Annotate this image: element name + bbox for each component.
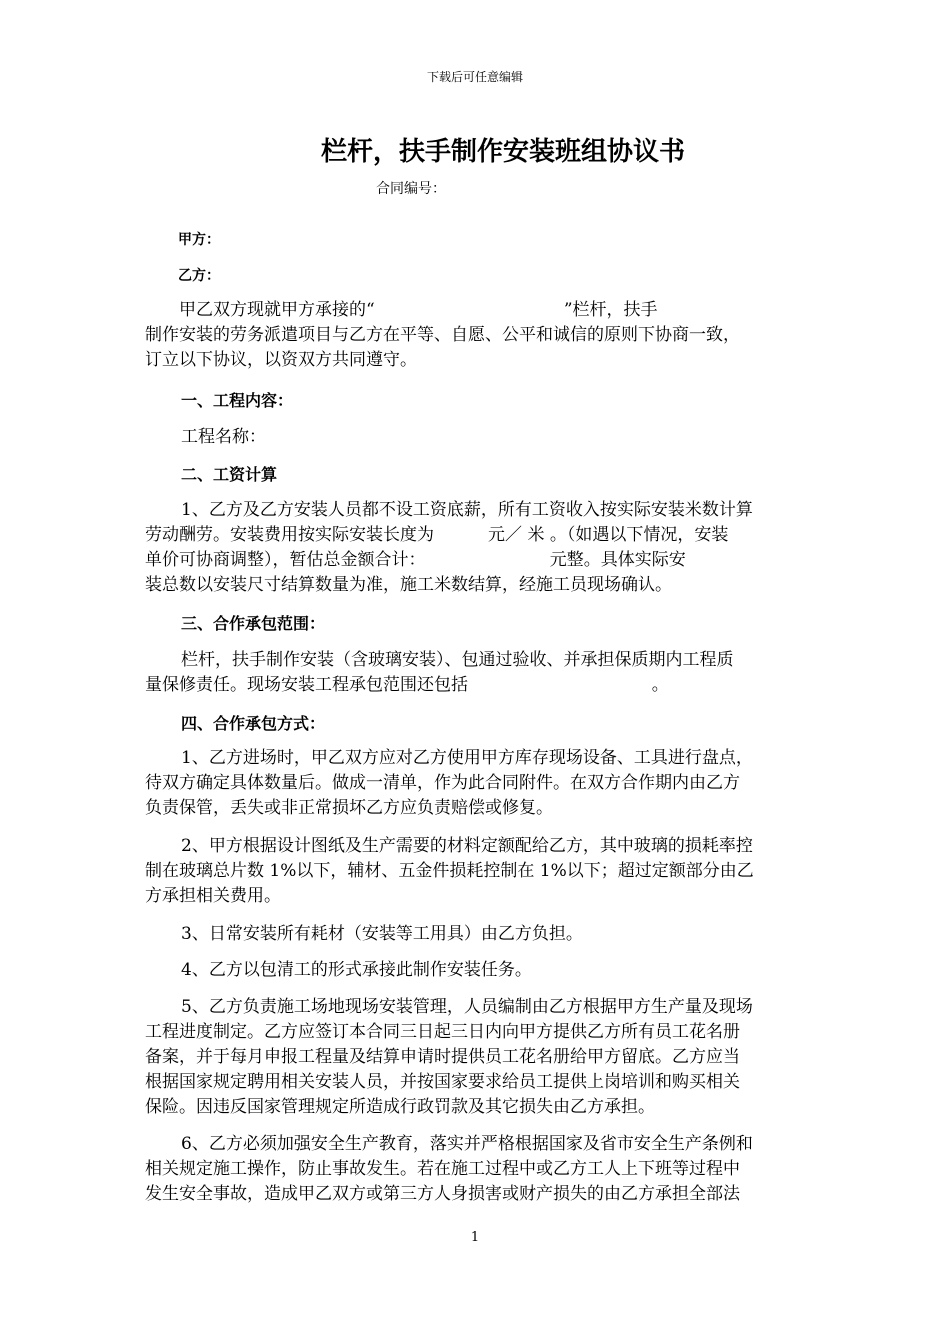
section-4-paragraph-1 xyxy=(145,746,825,821)
intro-line-2: 制作安装的劳务派遣项目与乙方在平等、自愿、公平和诚信的原则下协商一致， xyxy=(145,325,740,345)
s4-p2-line-1: 2、甲方根据设计图纸及生产需要的材料定额配给乙方，其中玻璃的损耗率控 xyxy=(181,836,753,856)
intro-line-3: 订立以下协议，以资双方共同遵守。 xyxy=(145,350,417,370)
s3-p1-line-1: 栏杆，扶手制作安装（含玻璃安装）、包通过验收、并承担保质期内工程质 xyxy=(181,650,734,670)
s2-p1-line-4: 装总数以安装尺寸结算数量为准，施工米数结算，经施工员现场确认。 xyxy=(145,575,672,595)
s4-p1-line-3: 负责保管，丢失或非正常损坏乙方应负责赔偿或修复。 xyxy=(145,798,553,818)
intro-line-1: 甲乙双方现就甲方承接的“ ”栏杆，扶手 xyxy=(179,300,658,320)
section-4 xyxy=(145,711,825,736)
s4-p3-line-1: 3、日常安装所有耗材（安装等工用具）由乙方负担。 xyxy=(181,924,583,944)
s4-p2-line-3: 方承担相关费用。 xyxy=(145,886,281,906)
s4-p6-line-2: 相关规定施工操作，防止事故发生。若在施工过程中或乙方工人上下班等过程中 xyxy=(145,1159,740,1179)
s2-p1-line-3: 单价可协商调整），暂估总金额合计： 元整。具体实际安 xyxy=(145,550,686,570)
s2-p1-line-2: 劳动酬劳。安装费用按实际安装长度为 元／ 米 。（如遇以下情况，安装 xyxy=(145,525,729,545)
section-3-heading: 三、合作承包范围： xyxy=(181,614,326,633)
s4-p5-line-4: 根据国家规定聘用相关安装人员，并按国家要求给员工提供上岗培训和购买相关 xyxy=(145,1072,740,1092)
section-3 xyxy=(145,611,825,636)
section-1 xyxy=(145,388,825,413)
section-4-paragraph-3 xyxy=(145,922,825,947)
party-b-label: 乙方： xyxy=(178,268,220,284)
section-4-paragraph-6 xyxy=(145,1132,825,1207)
header-note: 下载后可任意编辑 xyxy=(426,70,523,84)
document-title: 栏杆，扶手制作安装班组协议书 xyxy=(320,137,685,167)
section-1-body xyxy=(145,425,825,450)
section-2-heading: 二、工资计算 xyxy=(181,465,278,484)
section-2 xyxy=(145,462,825,487)
s4-p1-line-1: 1、乙方进场时，甲乙双方应对乙方使用甲方库存现场设备、工具进行盘点， xyxy=(181,748,753,768)
s4-p5-line-3: 备案，并于每月申报工程量及结算申请时提供员工花名册给甲方留底。乙方应当 xyxy=(145,1047,740,1067)
s4-p6-line-1: 6、乙方必须加强安全生产教育，落实并严格根据国家及省市安全生产条例和 xyxy=(181,1134,753,1154)
s4-p5-line-5: 保险。因违反国家管理规定所造成行政罚款及其它损失由乙方承担。 xyxy=(145,1097,655,1117)
section-4-paragraph-2 xyxy=(145,834,825,909)
contract-number-label: 合同编号： xyxy=(376,181,446,197)
section-3-paragraph-1 xyxy=(145,648,825,698)
intro-paragraph xyxy=(145,298,825,373)
s4-p5-line-2: 工程进度制定。乙方应签订本合同三日起三日内向甲方提供乙方所有员工花名册 xyxy=(145,1022,740,1042)
s3-p1-line-2: 量保修责任。现场安装工程承包范围还包括 。 xyxy=(145,675,669,695)
section-4-paragraph-5 xyxy=(145,995,825,1120)
section-4-paragraph-4 xyxy=(145,958,825,983)
s4-p4-line-1: 4、乙方以包清工的形式承接此制作安装任务。 xyxy=(181,960,532,980)
s2-p1-line-1: 1、乙方及乙方安装人员都不设工资底薪，所有工资收入按实际安装米数计算 xyxy=(181,500,753,520)
party-a-label: 甲方： xyxy=(178,232,220,248)
section-1-heading: 一、工程内容： xyxy=(181,391,294,410)
section-4-heading: 四、合作承包方式： xyxy=(181,714,326,733)
s4-p1-line-2: 待双方确定具体数量后。做成一清单，作为此合同附件。在双方合作期内由乙方 xyxy=(145,773,740,793)
s4-p2-line-2: 制在玻璃总片数 1%以下，辅材、五金件损耗控制在 1%以下；超过定额部分由乙 xyxy=(145,861,754,881)
s4-p6-line-3: 发生安全事故，造成甲乙双方或第三方人身损害或财产损失的由乙方承担全部法 xyxy=(145,1184,740,1204)
section-2-paragraph-1 xyxy=(145,498,825,598)
page-number: 1 xyxy=(470,1230,480,1245)
s4-p5-line-1: 5、乙方负责施工场地现场安装管理，人员编制由乙方根据甲方生产量及现场 xyxy=(181,997,753,1017)
project-name-label: 工程名称： xyxy=(181,427,266,447)
